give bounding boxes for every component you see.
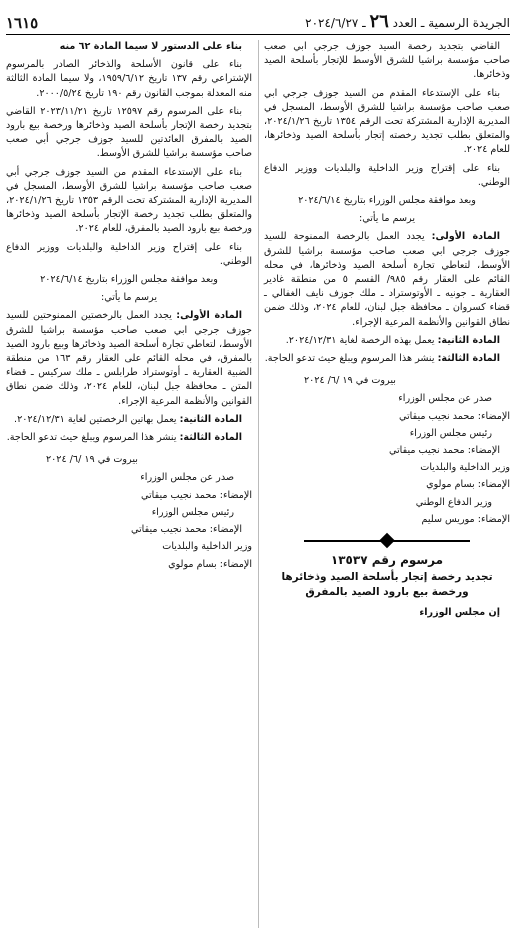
article-text: يعمل بهذه الرخصة لغاية ٢٠٢٤/١٢/٣١. <box>285 334 435 346</box>
article-text: ينشر هذا المرسوم ويبلغ حيث تدعو الحاجة. <box>6 432 177 444</box>
article-1 <box>6 309 252 408</box>
article-label: المادة الثالثة: <box>179 432 242 444</box>
section-separator <box>264 535 510 547</box>
article-3 <box>6 431 252 445</box>
left-column <box>6 40 252 575</box>
article-2 <box>264 334 510 348</box>
paragraph: القاضي بتجديد رخصة السيد جوزف جرجي ابي صعب صاحب مؤسسة براشيا للشرق الأوسط للإتجار بأسلحة الصيد وذخائرها. <box>264 41 510 81</box>
signature-name: الإمضاء: محمد نجيب ميقاتي <box>141 489 252 501</box>
place-date: بيروت في ١٩ /٦/ ٢٠٢٤ <box>304 375 396 387</box>
article-label: المادة الثالثة: <box>437 353 500 365</box>
signature-title: وزير الدفاع الوطني <box>415 496 492 508</box>
signature-title: رئيس مجلس الوزراء <box>151 506 234 518</box>
gazette-issue-info <box>305 11 510 32</box>
article-text: يعمل بهاتين الرخصتين لغاية ٢٠٢٤/١٢/٣١. <box>14 413 177 425</box>
right-column <box>264 40 510 625</box>
signature-title: صدر عن مجلس الوزراء <box>398 393 492 405</box>
column-divider <box>258 40 259 928</box>
signature-name: الإمضاء: موريس سليم <box>421 513 510 525</box>
page-number: ١٦١٥ <box>6 14 39 32</box>
decrees-line: يرسم ما يأتي: <box>100 292 158 304</box>
signature-title: صدر عن مجلس الوزراء <box>140 472 234 484</box>
paragraph: بناء على الإستدعاء المقدم من السيد جوزف جرجي ابي صعب صاحب مؤسسة براشيا للشرق الأوسط، المسجل في المديرية الإدارية المشتركة تحت الرقم ١٣٥٤ تاريخ ٢٠٢٤/١/٢٦، والمتعلق بطلب تجديد رخصته إتجار بأسلحة الصيد وذخائرها، للعام ٢٠٢٤. <box>264 87 510 156</box>
decrees-line: يرسم ما يأتي: <box>358 213 416 225</box>
paragraph: بناء على قانون الأسلحة والذخائر الصادر بالمرسوم الإشتراعي رقم ١٣٧ تاريخ ١٩٥٩/٦/١٢، ولا سيما المادة الثالثة منه المعدلة بموجب القانون رقم ١٩٠ تاريخ ٢٠٠٠/٥/٢٤. <box>6 59 252 99</box>
diamond-ornament-icon <box>379 533 395 549</box>
decree-subject: تجديد رخصة إتجار بأسلحة الصيد وذخائرها ورخصة بيع بارود الصيد بالمفرق <box>281 571 493 599</box>
article-label: المادة الثانية: <box>179 413 242 425</box>
decree-title: مرسوم رقم ١٣٥٣٧ <box>330 553 444 568</box>
signature-title: وزير الداخلية والبلديات <box>420 462 510 474</box>
gazette-title: الجريدة الرسمية ـ العدد <box>392 16 510 30</box>
article-text: ينشر هذا المرسوم ويبلغ حيث تدعو الحاجة. <box>264 353 435 365</box>
signature-title: رئيس مجلس الوزراء <box>409 427 492 439</box>
article-text: يجدد العمل بالرخصة الممنوحة للسيد جوزف جرجي ابي صعب صاحب مؤسسة براشيا للشرق الأوسط، لتعاطي تجارة أسلحة الصيد وذخائرها، في محله القائم على العقار رقم ٩٨٥/ القسم ٥ من منطقة غادير العقارية ـ جونيه ـ الأوتوستراد ـ ملك جوزف نايف الغفالي ـ قضاء كسروان ـ محافظة جبل لبنان، للعام ٢٠٢٤، وذلك ضمن نطاق القوانين والأنظمة المرعية الإجراء. <box>264 231 511 328</box>
issue-date: ـ ٢٠٢٤/٦/٢٧ <box>305 16 366 30</box>
article-label: المادة الثانية: <box>437 334 500 346</box>
council-line: إن مجلس الوزراء <box>419 607 500 619</box>
paragraph: بناء على الإستدعاء المقدم من السيد جوزف جرجي أبي صعب صاحب مؤسسة براشيا للشرق الأوسط، المسجل في المديرية الإدارية المشتركة تحت الرقم ١٣٥٣ تاريخ ٢٠٢٤/١/٢٦، والمتعلق بطلب تجديد رخصة الإتجار بأسلحة الصيد وذخائرها ورخصة بيع بارود الصيد بالمفرق، للعام ٢٠٢٤. <box>6 166 252 235</box>
article-2 <box>6 413 252 427</box>
paragraph: بناء على إقتراح وزير الداخلية والبلديات ووزير الدفاع الوطني. <box>264 162 510 188</box>
signature-title: وزير الداخلية والبلديات <box>162 541 252 553</box>
signature-name: الإمضاء: بسام مولوي <box>168 558 252 570</box>
signature-name: الإمضاء: محمد نجيب ميقاتي <box>389 445 500 457</box>
place-date: بيروت في ١٩ /٦/ ٢٠٢٤ <box>46 454 138 466</box>
article-label: المادة الأولى: <box>176 310 242 322</box>
signature-name: الإمضاء: محمد نجيب ميقاتي <box>399 410 510 422</box>
approval-line: وبعد موافقة مجلس الوزراء بتاريخ ٢٠٢٤/٦/١٤ <box>298 195 476 207</box>
article-label: المادة الأولى: <box>431 231 500 243</box>
approval-line: وبعد موافقة مجلس الوزراء بتاريخ ٢٠٢٤/٦/١٤ <box>40 274 218 286</box>
issue-number: ٢٦ <box>369 11 389 32</box>
page-header <box>6 6 510 35</box>
paragraph: بناء على الدستور لا سيما المادة ٦٢ منه <box>59 41 242 52</box>
article-3 <box>264 352 510 366</box>
paragraph: بناء على إقتراح وزير الداخلية والبلديات ووزير الدفاع الوطني. <box>6 241 252 267</box>
signature-name: الإمضاء: محمد نجيب ميقاتي <box>131 524 242 536</box>
signature-name: الإمضاء: بسام مولوي <box>426 479 510 491</box>
paragraph: بناء على المرسوم رقم ١٢٥٩٧ تاريخ ٢٠٢٣/١١/٢١ القاضي بتجديد رخصة الإتجار بأسلحة الصيد وذخائرها ورخصة بيع بارود الصيد بالمفرق العائدتين للسيد جوزف جرجي أبي صعب صاحب مؤسسة براشيا للشرق الأوسط. <box>6 105 252 160</box>
article-text: يجدد العمل بالرخصتين الممنوحتين للسيد جوزف جرجي ابي صعب صاحب مؤسسة براشيا للشرق الأوسط، لتعاطي تجارة أسلحة الصيد وذخائرها وبيع بارود الصيد بالمفرق، في محله القائم على العقار رقم ١٦٣ من منطقة الضبية العقارية ـ أوتوستراد طرابلس ـ ملك سركيس ـ قضاء المتن ـ محافظة جبل لبنان، للعام ٢٠٢٤، وذلك ضمن نطاق القوانين والأنظمة المرعية الإجراء. <box>6 310 252 407</box>
article-1 <box>264 230 510 329</box>
